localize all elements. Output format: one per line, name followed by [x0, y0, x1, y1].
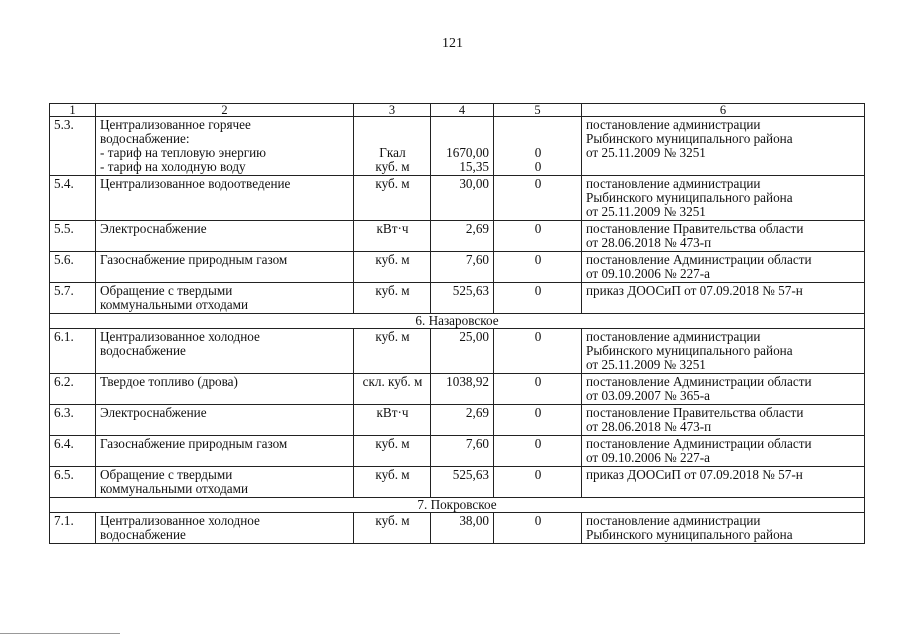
column-header-4: 4	[431, 104, 494, 117]
legal-basis-line: от 28.06.2018 № 473-п	[586, 235, 712, 250]
column-5-value-line: 0	[534, 283, 542, 298]
unit-line: куб. м	[375, 329, 410, 344]
item-number: 5.4.	[50, 176, 96, 221]
unit-line: куб. м	[375, 436, 410, 451]
unit-line: Гкал	[379, 145, 406, 160]
tariff-value-line: 15,35	[459, 159, 489, 174]
legal-basis-line: постановление Правительства области	[586, 221, 804, 236]
legal-basis	[582, 374, 865, 405]
tariff-value-line: 38,00	[459, 513, 489, 528]
service-name-line: водоснабжение:	[100, 131, 190, 146]
unit-line: куб. м	[375, 159, 410, 174]
column-5-value	[494, 176, 582, 221]
column-5-value-line: 0	[534, 176, 542, 191]
column-5-value-line: 0	[534, 374, 542, 389]
unit	[354, 221, 431, 252]
service-name	[96, 252, 354, 283]
tariff-value	[431, 329, 494, 374]
service-name	[96, 329, 354, 374]
column-5-value	[494, 329, 582, 374]
column-5-value	[494, 467, 582, 498]
tariff-value-line	[435, 118, 489, 132]
legal-basis-line: от 25.11.2009 № 3251	[586, 204, 706, 219]
item-number: 5.5.	[50, 221, 96, 252]
table-row	[50, 117, 865, 176]
column-5-value-line: 0	[534, 467, 542, 482]
legal-basis	[582, 252, 865, 283]
item-number: 5.3.	[50, 117, 96, 176]
item-number: 5.6.	[50, 252, 96, 283]
service-name-line: водоснабжение	[100, 527, 186, 542]
column-5-value-line: 0	[534, 252, 542, 267]
column-5-value	[494, 283, 582, 314]
tariff-value-line: 2,69	[465, 405, 489, 420]
column-header-6: 6	[582, 104, 865, 117]
tariff-value	[431, 283, 494, 314]
legal-basis	[582, 405, 865, 436]
service-name	[96, 436, 354, 467]
tariff-value	[431, 436, 494, 467]
column-header-1: 1	[50, 104, 96, 117]
tariff-value-line: 25,00	[459, 329, 489, 344]
service-name-line: Централизованное водоотведение	[100, 176, 291, 191]
page-edge-line	[0, 633, 120, 634]
service-name	[96, 374, 354, 405]
column-5-value	[494, 252, 582, 283]
table-row	[50, 405, 865, 436]
legal-basis-line: постановление Администрации области	[586, 374, 812, 389]
item-number: 6.3.	[50, 405, 96, 436]
unit	[354, 252, 431, 283]
unit	[354, 117, 431, 176]
table-row	[50, 374, 865, 405]
unit-line: кВт·ч	[376, 221, 409, 236]
service-name-line: Обращение с твердыми	[100, 467, 233, 482]
column-5-value	[494, 221, 582, 252]
column-5-value-line: 0	[534, 405, 542, 420]
column-header-2: 2	[96, 104, 354, 117]
service-name-line: Твердое топливо (дрова)	[100, 374, 238, 389]
table-row	[50, 283, 865, 314]
service-name-line: Электроснабжение	[100, 405, 207, 420]
legal-basis	[582, 513, 865, 544]
column-5-value-line: 0	[534, 221, 542, 236]
legal-basis-line: от 25.11.2009 № 3251	[586, 145, 706, 160]
column-5-value-line: 0	[534, 513, 542, 528]
service-name-line: Централизованное горячее	[100, 117, 251, 132]
section-title: 7. Покровское	[50, 498, 865, 513]
legal-basis	[582, 117, 865, 176]
table-row	[50, 252, 865, 283]
tariff-value	[431, 176, 494, 221]
tariff-value	[431, 513, 494, 544]
legal-basis-line: от 03.09.2007 № 365-а	[586, 388, 711, 403]
unit-line: скл. куб. м	[362, 374, 423, 389]
service-name	[96, 117, 354, 176]
unit-line: куб. м	[375, 513, 410, 528]
unit	[354, 283, 431, 314]
unit-line: куб. м	[375, 467, 410, 482]
table-header-row	[50, 104, 865, 117]
unit	[354, 436, 431, 467]
section-row	[50, 314, 865, 329]
service-name	[96, 513, 354, 544]
tariff-value-line: 525,63	[452, 283, 489, 298]
legal-basis-line: от 09.10.2006 № 227-а	[586, 266, 711, 281]
service-name-line: - тариф на холодную воду	[100, 159, 246, 174]
unit-line: куб. м	[375, 283, 410, 298]
column-5-value	[494, 513, 582, 544]
unit-line	[358, 132, 427, 146]
table-row	[50, 436, 865, 467]
legal-basis-line: от 09.10.2006 № 227-а	[586, 450, 711, 465]
unit-line	[358, 118, 427, 132]
section-title: 6. Назаровское	[50, 314, 865, 329]
legal-basis	[582, 283, 865, 314]
table-row	[50, 221, 865, 252]
item-number: 6.1.	[50, 329, 96, 374]
tariff-value	[431, 117, 494, 176]
tariff-value-line: 7,60	[465, 252, 489, 267]
legal-basis-line: постановление Администрации области	[586, 252, 812, 267]
tariff-value	[431, 374, 494, 405]
table-row	[50, 329, 865, 374]
item-number: 5.7.	[50, 283, 96, 314]
service-name-line: - тариф на тепловую энергию	[100, 145, 267, 160]
service-name	[96, 283, 354, 314]
unit	[354, 405, 431, 436]
service-name-line: Централизованное холодное	[100, 329, 260, 344]
unit	[354, 176, 431, 221]
service-name-line: коммунальными отходами	[100, 297, 249, 312]
column-5-value	[494, 117, 582, 176]
tariff-value	[431, 405, 494, 436]
service-name-line: Централизованное холодное	[100, 513, 260, 528]
legal-basis-line: постановление администрации	[586, 329, 761, 344]
service-name-line: водоснабжение	[100, 343, 186, 358]
service-name-line: Электроснабжение	[100, 221, 207, 236]
unit	[354, 513, 431, 544]
page-number: 121	[442, 36, 463, 51]
column-5-value-line	[498, 118, 578, 132]
legal-basis-line: постановление Правительства области	[586, 405, 804, 420]
table-row	[50, 467, 865, 498]
legal-basis-line: Рыбинского муниципального района	[586, 190, 793, 205]
service-name	[96, 405, 354, 436]
tariff-table	[49, 103, 865, 544]
service-name-line: Газоснабжение природным газом	[100, 252, 288, 267]
legal-basis-line: приказ ДООСиП от 07.09.2018 № 57-н	[586, 283, 803, 298]
unit-line: куб. м	[375, 252, 410, 267]
legal-basis-line: постановление администрации	[586, 117, 761, 132]
tariff-value	[431, 467, 494, 498]
service-name-line: Газоснабжение природным газом	[100, 436, 288, 451]
column-5-value	[494, 405, 582, 436]
tariff-value	[431, 221, 494, 252]
column-5-value-line: 0	[534, 145, 542, 160]
legal-basis-line: Рыбинского муниципального района	[586, 343, 793, 358]
unit-line: куб. м	[375, 176, 410, 191]
tariff-value-line: 1038,92	[446, 374, 489, 389]
legal-basis	[582, 329, 865, 374]
tariff-value-line: 30,00	[459, 176, 489, 191]
tariff-value-line	[435, 132, 489, 146]
table-row	[50, 176, 865, 221]
column-5-value-line: 0	[534, 436, 542, 451]
service-name-line: коммунальными отходами	[100, 481, 249, 496]
item-number: 7.1.	[50, 513, 96, 544]
service-name	[96, 221, 354, 252]
unit	[354, 467, 431, 498]
legal-basis-line: постановление администрации	[586, 176, 761, 191]
legal-basis	[582, 436, 865, 467]
service-name-line: Обращение с твердыми	[100, 283, 233, 298]
section-row	[50, 498, 865, 513]
tariff-value-line: 2,69	[465, 221, 489, 236]
legal-basis	[582, 221, 865, 252]
item-number: 6.2.	[50, 374, 96, 405]
tariff-value	[431, 252, 494, 283]
legal-basis-line: Рыбинского муниципального района	[586, 131, 793, 146]
legal-basis	[582, 467, 865, 498]
column-header-5: 5	[494, 104, 582, 117]
column-5-value-line: 0	[534, 329, 542, 344]
column-header-3: 3	[354, 104, 431, 117]
column-5-value	[494, 436, 582, 467]
item-number: 6.5.	[50, 467, 96, 498]
legal-basis-line: от 28.06.2018 № 473-п	[586, 419, 712, 434]
service-name	[96, 176, 354, 221]
tariff-value-line: 525,63	[452, 467, 489, 482]
legal-basis-line: постановление администрации	[586, 513, 761, 528]
legal-basis-line: от 25.11.2009 № 3251	[586, 357, 706, 372]
service-name	[96, 467, 354, 498]
column-5-value-line: 0	[534, 159, 542, 174]
column-5-value	[494, 374, 582, 405]
legal-basis-line: Рыбинского муниципального района	[586, 527, 793, 542]
unit	[354, 374, 431, 405]
tariff-value-line: 1670,00	[446, 145, 489, 160]
tariff-value-line: 7,60	[465, 436, 489, 451]
legal-basis	[582, 176, 865, 221]
legal-basis-line: постановление Администрации области	[586, 436, 812, 451]
column-5-value-line	[498, 132, 578, 146]
item-number: 6.4.	[50, 436, 96, 467]
table-row	[50, 513, 865, 544]
legal-basis-line: приказ ДООСиП от 07.09.2018 № 57-н	[586, 467, 803, 482]
unit	[354, 329, 431, 374]
unit-line: кВт·ч	[376, 405, 409, 420]
